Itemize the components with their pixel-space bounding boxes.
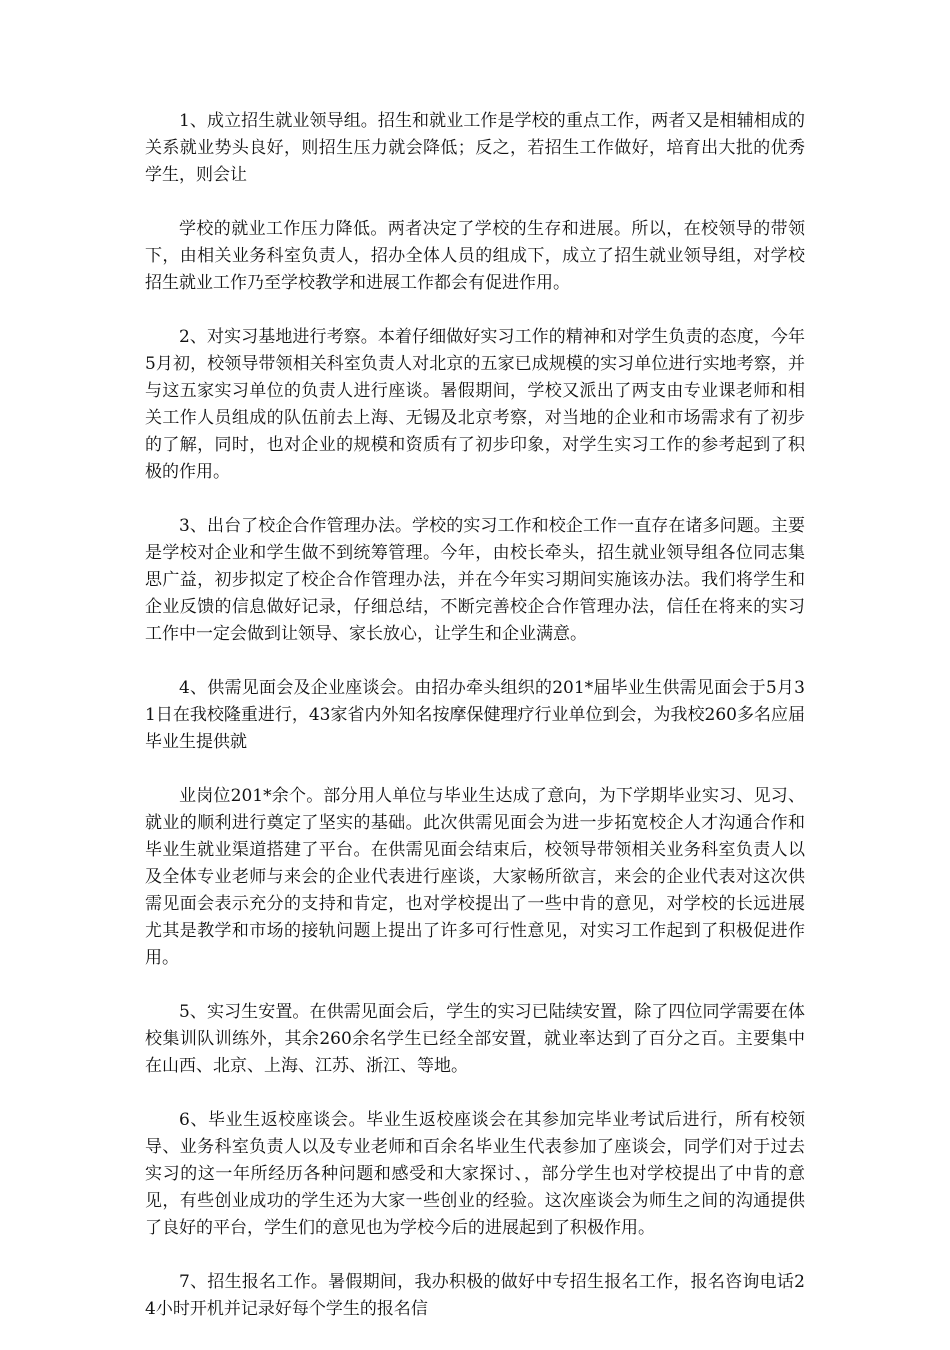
paragraph-1-continued: 学校的就业工作压力降低。两者决定了学校的生存和进展。所以，在校领导的带领下，由相关业务科室负责人，招办全体人员的组成下，成立了招生就业领导组，对学校招生就业工作乃至学校教学和进展工作都会有促进作用。 (145, 219, 805, 293)
paragraph-5-intern-placement: 5、实习生安置。在供需见面会后，学生的实习已陆续安置，除了四位同学需要在体校集训队训练外，其余260余名学生已经全部安置，就业率达到了百分之百。主要集中在山西、北京、上海、江苏、浙江、等地。 (145, 1002, 805, 1076)
paragraph-3-cooperation-measures: 3、出台了校企合作管理办法。学校的实习工作和校企工作一直存在诸多问题。主要是学校对企业和学生做不到统筹管理。今年，由校长牵头，招生就业领导组各位同志集思广益，初步拟定了校企合作管理办法，并在今年实习期间实施该办法。我们将学生和企业反馈的信息做好记录，仔细总结，不断完善校企合作管理办法，信任在将来的实习工作中一定会做到让领导、家长放心，让学生和企业满意。 (145, 516, 805, 644)
paragraph-7-enrollment: 7、招生报名工作。暑假期间，我办积极的做好中专招生报名工作，报名咨询电话24小时开机并记录好每个学生的报名信 (145, 1272, 805, 1319)
document-body (145, 108, 805, 1350)
paragraph-6-graduate-meeting: 6、毕业生返校座谈会。毕业生返校座谈会在其参加完毕业考试后进行，所有校领导、业务科室负责人以及专业老师和百余名毕业生代表参加了座谈会，同学们对于过去实习的这一年所经历各种问题和感受和大家探讨、，部分学生也对学校提出了中肯的意见，有些创业成功的学生还为大家一些创业的经验。这次座谈会为师生之间的沟通提供了良好的平台，学生们的意见也为学校今后的进展起到了积极作用。 (145, 1110, 805, 1238)
paragraph-1-leadership-group: 1、成立招生就业领导组。招生和就业工作是学校的重点工作，两者又是相辅相成的关系就业势头良好，则招生压力就会降低；反之，若招生工作做好，培育出大批的优秀学生，则会让 (145, 111, 805, 185)
paragraph-2-internship-inspection: 2、对实习基地进行考察。本着仔细做好实习工作的精神和对学生负责的态度，今年5月初，校领导带领相关科室负责人对北京的五家已成规模的实习单位进行实地考察，并与这五家实习单位的负责人进行座谈。暑假期间，学校又派出了两支由专业课老师和相关工作人员组成的队伍前去上海、无锡及北京考察，对当地的企业和市场需求有了初步的了解，同时，也对企业的规模和资质有了初步印象，对学生实习工作的参考起到了积极的作用。 (145, 327, 805, 482)
paragraph-4-job-fair: 4、供需见面会及企业座谈会。由招办牵头组织的201*届毕业生供需见面会于5月31日在我校隆重进行，43家省内外知名按摩保健理疗行业单位到会，为我校260多名应届毕业生提供就 (145, 678, 805, 752)
paragraph-4-continued: 业岗位201*余个。部分用人单位与毕业生达成了意向，为下学期毕业实习、见习、就业的顺利进行奠定了坚实的基础。此次供需见面会为进一步拓宽校企人才沟通合作和毕业生就业渠道搭建了平台。在供需见面会结束后，校领导带领相关业务科室负责人以及全体专业老师与来会的企业代表进行座谈，大家畅所欲言，来会的企业代表对这次供需见面会表示充分的支持和肯定，也对学校提出了一些中肯的意见，对学校的长远进展尤其是教学和市场的接轨问题上提出了许多可行性意见，对实习工作起到了积极促进作用。 (145, 786, 805, 968)
